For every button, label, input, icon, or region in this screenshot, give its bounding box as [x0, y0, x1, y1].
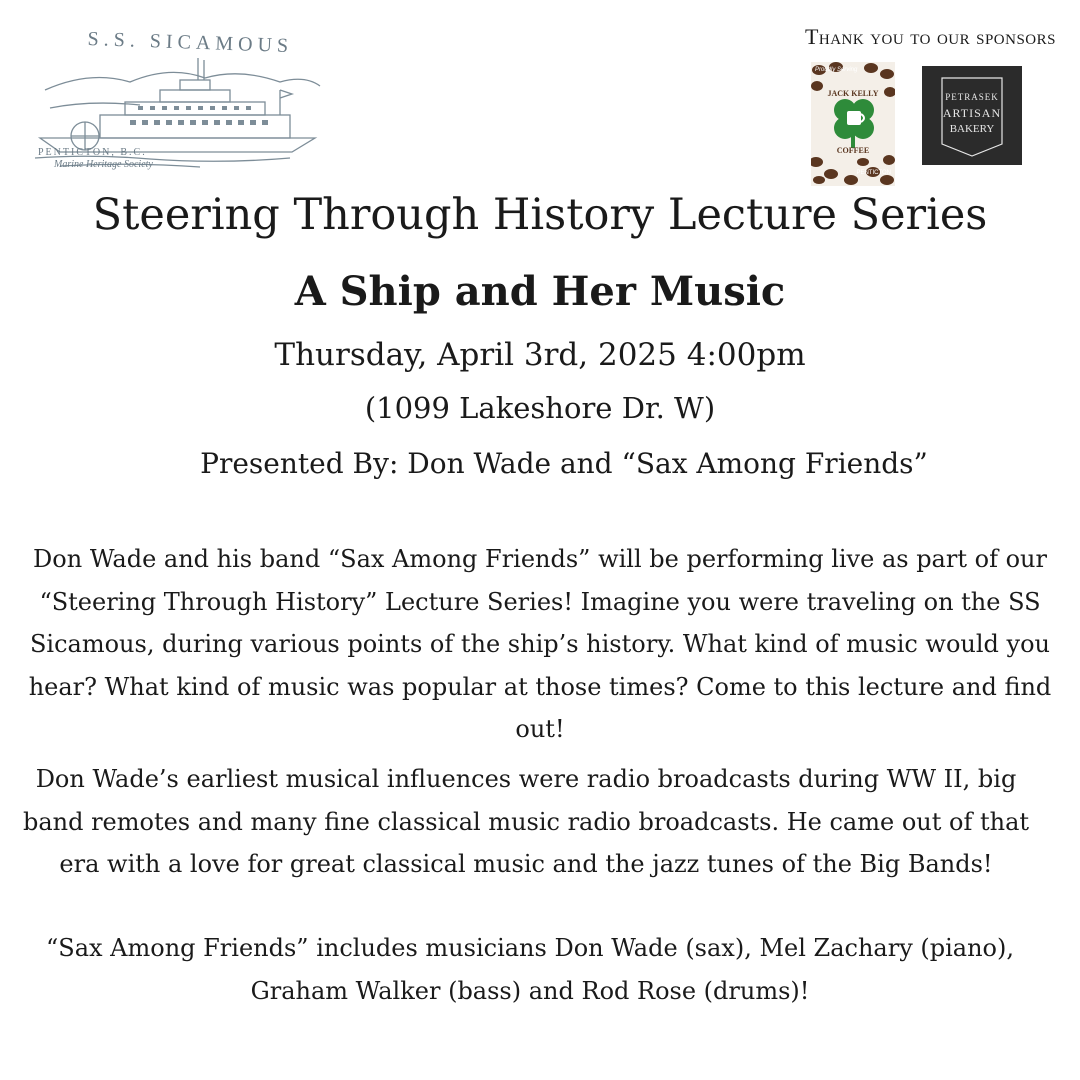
- event-presenter: Presented By: Don Wade and “Sax Among Friends”: [200, 447, 928, 480]
- description-paragraph-3: “Sax Among Friends” includes musicians Don Wade (sax), Mel Zachary (piano), Graham Walker (bass) and Rod Rose (drums)!: [45, 934, 1014, 1005]
- petrasek-bakery-logo: [922, 66, 1022, 165]
- jk-proudly-serving: Proudly Serving: [815, 67, 858, 73]
- coffee-beans-background: [811, 62, 895, 186]
- logo-place: PENTICTON, B.C.: [38, 147, 147, 158]
- pb-line2: ARTISAN: [942, 106, 1002, 120]
- pb-line1: PETRASEK: [945, 92, 999, 102]
- sponsors-heading: Thank you to our sponsors: [804, 24, 1056, 49]
- event-datetime: Thursday, April 3rd, 2025 4:00pm: [274, 337, 806, 373]
- event-title: A Ship and Her Music: [294, 268, 786, 315]
- jack-kelly-coffee-logo: [811, 62, 895, 186]
- ss-sicamous-logo: [30, 20, 330, 180]
- description-paragraph-1: Don Wade and his band “Sax Among Friends” will be performing live as part of our “Steering Through History” Lecture Series! Imagine you were traveling on the SS Sicamous, during various points of the ship’s history. What kind of music would you hear? What kind of music was popular at those times? Come to this lecture and find out!: [28, 545, 1052, 743]
- description-paragraph-2: Don Wade’s earliest musical influences were radio broadcasts during WW II, big band remotes and many fine classical music radio broadcasts. He came out of that era with a love for great classical music and the jazz tunes of the Big Bands!: [22, 765, 1030, 878]
- pb-line3: BAKERY: [949, 123, 995, 135]
- logo-society: Marine Heritage Society: [54, 159, 153, 170]
- jk-name-line1: JACK KELLY: [827, 89, 879, 98]
- event-address: (1099 Lakeshore Dr. W): [364, 391, 716, 425]
- logo-title: S.S. SICAMOUS: [87, 28, 294, 58]
- jk-city: PENTICTON: [856, 170, 891, 176]
- jk-name-line2: COFFEE: [836, 146, 870, 155]
- series-title: Steering Through History Lecture Series: [92, 190, 988, 240]
